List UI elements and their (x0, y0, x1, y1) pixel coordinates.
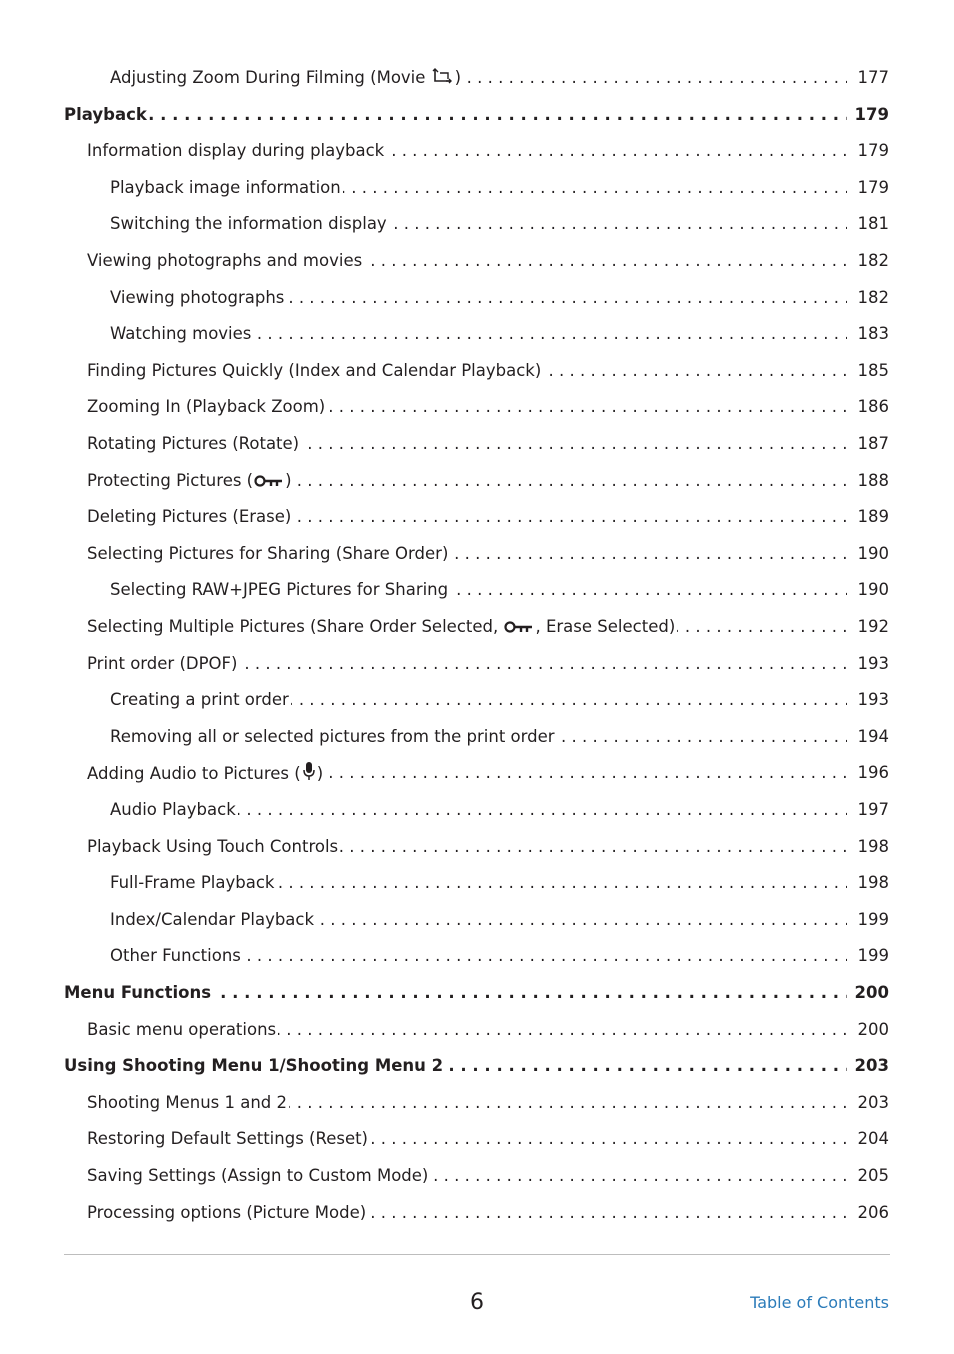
toc-page-number: 199 (857, 910, 889, 929)
toc-entry[interactable] (0, 286, 954, 310)
toc-entry-label-text: Print order (DPOF) (87, 654, 238, 673)
toc-page-number: 198 (857, 873, 889, 892)
toc-entry-label-suffix: , Erase Selected) (535, 617, 676, 636)
toc-entry[interactable] (0, 652, 954, 676)
protect-key-icon (504, 617, 534, 641)
toc-entry[interactable] (0, 1018, 954, 1042)
toc-entry-label-text: Other Functions (110, 946, 241, 965)
toc-entry[interactable] (0, 469, 954, 493)
toc-entry-title (87, 542, 847, 566)
toc-entry-label (87, 434, 301, 453)
toc-entry-label-text: Viewing photographs and movies (87, 251, 363, 270)
toc-entry[interactable] (0, 578, 954, 602)
toc-entry-title (110, 725, 847, 749)
toc-entry-label (110, 727, 557, 746)
toc-entry-title (87, 505, 847, 529)
toc-entry-label-text: Adjusting Zoom During Filming (Movie (110, 68, 431, 87)
toc-entry[interactable] (0, 615, 954, 639)
toc-entry-label-text: Selecting RAW+JPEG Pictures for Sharing (110, 580, 449, 599)
toc-entry-label (110, 690, 291, 709)
toc-entry-label-text: Watching movies (110, 324, 252, 343)
toc-entry[interactable] (0, 249, 954, 273)
toc-page-number: 204 (857, 1129, 889, 1148)
toc-entry-title (110, 578, 847, 602)
toc-entry-label-text: Protecting Pictures ( (87, 471, 254, 490)
toc-entry-label-text: Selecting Pictures for Sharing (Share Order) (87, 544, 449, 563)
microphone-icon (302, 761, 316, 788)
toc-entry[interactable] (0, 688, 954, 712)
toc-entry-label (110, 324, 253, 343)
toc-entry-label-suffix: ) (454, 68, 462, 87)
toc-entry-label (110, 873, 276, 892)
toc-entry[interactable] (0, 1164, 954, 1188)
toc-entry-title (64, 981, 847, 1005)
toc-entry-title (87, 469, 847, 495)
toc-entry-label (110, 178, 343, 197)
toc-entry[interactable] (0, 871, 954, 895)
toc-entry-title (110, 944, 847, 968)
toc-entry-label (110, 800, 238, 819)
toc-page-number: 190 (857, 544, 889, 563)
toc-page-number: 199 (857, 946, 889, 965)
toc-entry-label (110, 946, 243, 965)
toc-page-number: 193 (857, 690, 889, 709)
toc-entry-label (87, 397, 327, 416)
toc-page-number: 185 (857, 361, 889, 380)
toc-entry[interactable] (0, 505, 954, 529)
toc-page-number: 177 (857, 68, 889, 87)
toc-page-number: 193 (857, 654, 889, 673)
toc-entry-title (87, 1164, 847, 1188)
toc-section-entry[interactable] (0, 1054, 954, 1078)
toc-page-number: 188 (857, 471, 889, 490)
toc-entry-label (87, 471, 294, 490)
toc-entry-label (87, 764, 325, 783)
toc-entry-title (110, 176, 847, 200)
toc-entry-label (87, 1020, 278, 1039)
toc-entry[interactable] (0, 798, 954, 822)
toc-entry-label (87, 544, 450, 563)
toc-entry-label (87, 1203, 368, 1222)
toc-entry-label (110, 68, 463, 87)
page-number: 6 (470, 1290, 484, 1315)
toc-entry[interactable] (0, 1201, 954, 1225)
toc-page-number: 179 (854, 105, 889, 124)
toc-entry-label-text: Index/Calendar Playback (110, 910, 315, 929)
toc-page-number: 190 (857, 580, 889, 599)
toc-entry-label-text: Shooting Menus 1 and 2 (87, 1093, 288, 1112)
toc-entry-title (64, 1054, 847, 1078)
toc-entry-label-text: Adding Audio to Pictures ( (87, 764, 301, 783)
toc-page-number: 206 (857, 1203, 889, 1222)
toc-entry-label-text: Creating a print order (110, 690, 289, 709)
toc-page-number: 183 (857, 324, 889, 343)
toc-section-entry[interactable] (0, 103, 954, 127)
toc-page-number: 186 (857, 397, 889, 416)
toc-entry-title (87, 835, 847, 859)
toc-entry-label-text: Full-Frame Playback (110, 873, 275, 892)
toc-entry[interactable] (0, 542, 954, 566)
toc-entry[interactable] (0, 761, 954, 785)
toc-entry-label (110, 288, 286, 307)
toc-entry-title (87, 1127, 847, 1151)
toc-entry-label-text: Information display during playback (87, 141, 385, 160)
toc-page-number: 181 (857, 214, 889, 233)
toc-entry-label (87, 654, 239, 673)
toc-entry[interactable] (0, 725, 954, 749)
toc-page-number: 198 (857, 837, 889, 856)
toc-entry-label-text: Basic menu operations (87, 1020, 277, 1039)
toc-page-number: 187 (857, 434, 889, 453)
toc-entry[interactable] (0, 835, 954, 859)
toc-entry-title (110, 908, 847, 932)
toc-page-number: 179 (857, 178, 889, 197)
toc-entry-label (87, 361, 543, 380)
toc-entry-title (110, 286, 847, 310)
toc-entry-label-text: Deleting Pictures (Erase) (87, 507, 292, 526)
toc-page-number: 203 (857, 1093, 889, 1112)
toc-entry-label (87, 507, 293, 526)
toc-entry-title (87, 1091, 847, 1115)
toc-entry-title (110, 871, 847, 895)
toc-entry[interactable] (0, 176, 954, 200)
toc-entry-label-text: Zooming In (Playback Zoom) (87, 397, 326, 416)
toc-entry-label (64, 105, 149, 124)
toc-entry[interactable] (0, 66, 954, 90)
toc-page-number: 203 (854, 1056, 889, 1075)
toc-entry-title (87, 652, 847, 676)
toc-entry[interactable] (0, 322, 954, 346)
toc-entry-label-text: Playback image information (110, 178, 341, 197)
toc-entry-label (87, 617, 677, 636)
toc-page-number: 192 (857, 617, 889, 636)
toc-entry-title (110, 212, 847, 236)
toc-entry-label (87, 251, 364, 270)
table-of-contents-link[interactable]: Table of Contents (750, 1293, 889, 1312)
toc-entry[interactable] (0, 908, 954, 932)
toc-entry-label (87, 1093, 289, 1112)
toc-entry-label-text: Audio Playback (110, 800, 236, 819)
movie-zoom-icon (432, 67, 454, 92)
toc-page-number: 189 (857, 507, 889, 526)
toc-entry-title (87, 1201, 847, 1225)
toc-entry-title (87, 139, 847, 163)
toc-entry[interactable] (0, 432, 954, 456)
toc-entry[interactable] (0, 139, 954, 163)
toc-page-number: 182 (857, 251, 889, 270)
toc-entry-title (87, 249, 847, 273)
toc-entry-label-text: Saving Settings (Assign to Custom Mode) (87, 1166, 429, 1185)
toc-entry-title (87, 395, 847, 419)
toc-entry-label-suffix: ) (285, 471, 292, 490)
toc-entry-title (110, 322, 847, 346)
toc-entry-label-text: Finding Pictures Quickly (Index and Calendar Playback) (87, 361, 542, 380)
toc-page-number: 196 (857, 763, 889, 782)
toc-page-number: 197 (857, 800, 889, 819)
toc-entry-label-text: Rotating Pictures (Rotate) (87, 434, 300, 453)
toc-entry-label-text: Viewing photographs (110, 288, 285, 307)
toc-entry[interactable] (0, 212, 954, 236)
toc-page-number: 179 (857, 141, 889, 160)
toc-entry-label-text: Removing all or selected pictures from the print order (110, 727, 555, 746)
toc-entry-label-text: Restoring Default Settings (Reset) (87, 1129, 368, 1148)
toc-entry-label (87, 837, 340, 856)
toc-entry-title (87, 761, 847, 788)
toc-entry[interactable] (0, 1091, 954, 1115)
toc-entry-label-text: Playback Using Touch Controls (87, 837, 339, 856)
toc-entry-label (87, 1129, 370, 1148)
toc-entry-title (87, 359, 847, 383)
toc-entry-label (110, 580, 450, 599)
toc-page-number: 200 (857, 1020, 889, 1039)
toc-entry-label-text: Menu Functions (64, 983, 212, 1002)
toc-entry-label (87, 141, 386, 160)
toc-entry[interactable] (0, 395, 954, 419)
protect-key-icon (254, 471, 284, 495)
toc-entry[interactable] (0, 944, 954, 968)
toc-page-number: 194 (857, 727, 889, 746)
toc-entry-label-suffix: ) (316, 764, 324, 783)
toc-entry-label (110, 214, 389, 233)
toc-entry-label-text: Switching the information display (110, 214, 387, 233)
toc-entry[interactable] (0, 359, 954, 383)
toc-entry[interactable] (0, 1127, 954, 1151)
toc-section-entry[interactable] (0, 981, 954, 1005)
toc-entry-title (110, 798, 847, 822)
toc-page-number: 200 (854, 983, 889, 1002)
toc-entry-label-text: Processing options (Picture Mode) (87, 1203, 367, 1222)
toc-entry-label (87, 1166, 430, 1185)
toc-entry-title (64, 103, 847, 127)
toc-entry-label (64, 1056, 445, 1075)
toc-entry-label (110, 910, 316, 929)
footer-divider (64, 1254, 890, 1255)
toc-entry-label (64, 983, 213, 1002)
toc-entry-label-text: Playback (64, 105, 147, 124)
toc-page-number: 182 (857, 288, 889, 307)
toc-page-number: 205 (857, 1166, 889, 1185)
toc-entry-title (110, 688, 847, 712)
toc-entry-title (87, 432, 847, 456)
toc-entry-title (87, 1018, 847, 1042)
toc-entry-title (87, 615, 847, 641)
toc-entry-label-text: Selecting Multiple Pictures (Share Order Selected, (87, 617, 504, 636)
toc-entry-title (110, 66, 847, 92)
toc-entry-label-text: Using Shooting Menu 1/Shooting Menu 2 (64, 1056, 444, 1075)
